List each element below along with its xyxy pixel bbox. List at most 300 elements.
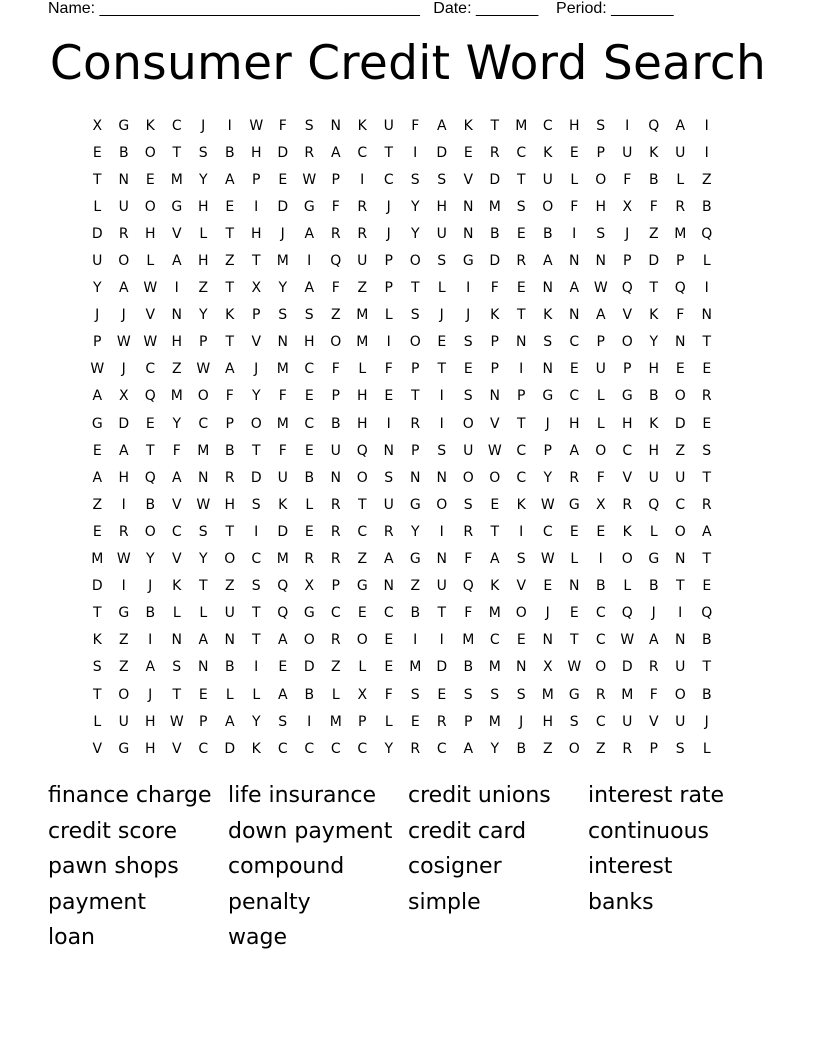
grid-letter: R — [357, 198, 368, 215]
grid-letter: A — [145, 659, 156, 676]
grid-letter: T — [251, 605, 261, 622]
grid-letter: J — [121, 361, 126, 378]
grid-letter: M — [515, 117, 528, 134]
word-bank-item: credit score — [48, 818, 178, 844]
grid-letter: O — [197, 388, 209, 405]
grid-letter: W — [302, 171, 317, 188]
grid-letter: I — [360, 171, 365, 188]
grid-letter: O — [144, 198, 156, 215]
grid-letter: Z — [357, 551, 368, 568]
word-bank-item: wage — [228, 925, 287, 950]
grid-letter: E — [437, 686, 447, 703]
grid-letter: I — [121, 578, 126, 595]
grid-letter: X — [118, 388, 129, 405]
grid-letter: M — [462, 632, 475, 649]
grid-letter: A — [118, 280, 129, 297]
grid-letter: Y — [410, 523, 420, 540]
grid-letter: P — [384, 280, 393, 297]
grid-letter: T — [516, 171, 526, 188]
grid-letter: B — [224, 144, 235, 161]
grid-letter: L — [384, 307, 393, 324]
grid-letter: P — [676, 253, 685, 270]
grid-letter: C — [595, 605, 606, 622]
word-bank-item: simple — [408, 889, 481, 915]
grid-letter: G — [409, 551, 421, 568]
grid-letter: F — [172, 442, 181, 459]
grid-letter: H — [144, 740, 156, 757]
grid-letter: G — [356, 578, 368, 595]
grid-letter: R — [595, 686, 606, 703]
grid-letter: E — [278, 659, 288, 676]
grid-letter: M — [674, 225, 687, 242]
grid-letter: H — [356, 415, 368, 432]
grid-letter: W — [196, 361, 211, 378]
grid-letter: E — [384, 388, 394, 405]
grid-row — [84, 193, 734, 220]
grid-row — [84, 627, 734, 654]
grid-letter: W — [620, 632, 635, 649]
grid-letter: P — [331, 171, 340, 188]
grid-letter: A — [330, 144, 341, 161]
grid-letter: I — [439, 388, 444, 405]
word-bank-item: down payment — [228, 818, 393, 844]
grid-letter: F — [676, 307, 685, 324]
grid-letter: Z — [171, 361, 182, 378]
grid-letter: W — [567, 659, 582, 676]
grid-letter: E — [384, 632, 394, 649]
grid-letter: T — [649, 280, 659, 297]
grid-letter: Z — [595, 740, 606, 757]
grid-letter: Z — [224, 578, 235, 595]
grid-letter: G — [118, 740, 130, 757]
grid-letter: H — [250, 225, 262, 242]
grid-letter: T — [225, 280, 235, 297]
grid-letter: H — [144, 713, 156, 730]
grid-letter: C — [595, 632, 606, 649]
grid-letter: I — [413, 632, 418, 649]
grid-letter: W — [143, 334, 158, 351]
grid-letter: P — [331, 388, 340, 405]
grid-letter: G — [303, 198, 315, 215]
word-bank-item: interest rate — [588, 783, 725, 808]
grid-letter: I — [704, 280, 709, 297]
grid-letter: D — [489, 171, 501, 188]
grid-letter: O — [621, 551, 633, 568]
grid-letter: E — [569, 144, 579, 161]
grid-letter: S — [384, 469, 394, 486]
grid-letter: S — [410, 171, 420, 188]
grid-letter: W — [196, 496, 211, 513]
grid-letter: P — [411, 361, 420, 378]
grid-letter: P — [623, 253, 632, 270]
grid-letter: S — [463, 334, 473, 351]
grid-letter: L — [93, 198, 102, 215]
grid-letter: P — [252, 307, 261, 324]
grid-letter: O — [568, 740, 580, 757]
grid-letter: I — [386, 334, 391, 351]
header-fields — [48, 0, 748, 20]
grid-letter: B — [595, 578, 606, 595]
grid-row — [84, 735, 734, 762]
grid-letter: R — [330, 632, 341, 649]
grid-letter: V — [171, 551, 182, 568]
grid-letter: U — [622, 713, 633, 730]
grid-letter: V — [92, 740, 103, 757]
grid-letter: B — [463, 659, 474, 676]
grid-row — [84, 681, 734, 708]
word-bank-item: banks — [588, 889, 654, 915]
grid-letter: E — [198, 686, 208, 703]
grid-letter: K — [649, 415, 659, 432]
grid-letter: C — [542, 523, 553, 540]
grid-row — [84, 654, 734, 681]
grid-letter: N — [330, 117, 341, 134]
grid-letter: E — [463, 361, 473, 378]
grid-row — [84, 220, 734, 247]
grid-letter: C — [516, 144, 527, 161]
grid-letter: S — [278, 713, 288, 730]
grid-letter: V — [648, 713, 659, 730]
grid-letter: C — [330, 605, 341, 622]
grid-letter: J — [519, 713, 524, 730]
grid-letter: U — [118, 713, 129, 730]
grid-row — [84, 600, 734, 627]
grid-letter: S — [92, 659, 102, 676]
grid-letter: M — [170, 388, 183, 405]
grid-letter: A — [701, 523, 712, 540]
grid-letter: L — [358, 361, 367, 378]
grid-letter: R — [330, 523, 341, 540]
grid-letter: P — [490, 334, 499, 351]
grid-letter: H — [568, 117, 580, 134]
grid-letter: T — [251, 253, 261, 270]
grid-letter: V — [489, 415, 500, 432]
grid-letter: K — [251, 740, 261, 757]
grid-letter: E — [516, 632, 526, 649]
grid-letter: H — [648, 361, 660, 378]
grid-letter: F — [331, 280, 340, 297]
grid-letter: E — [304, 523, 314, 540]
grid-letter: X — [251, 280, 262, 297]
grid-letter: U — [675, 713, 686, 730]
grid-letter: K — [649, 144, 659, 161]
grid-letter: F — [623, 171, 632, 188]
grid-letter: R — [118, 225, 129, 242]
grid-letter: D — [277, 523, 289, 540]
grid-letter: O — [595, 171, 607, 188]
grid-letter: F — [278, 388, 287, 405]
grid-letter: Q — [330, 253, 342, 270]
grid-letter: S — [410, 686, 420, 703]
grid-letter: B — [701, 198, 712, 215]
grid-row — [84, 275, 734, 302]
grid-letter: P — [331, 578, 340, 595]
grid-letter: C — [251, 551, 262, 568]
grid-letter: R — [622, 496, 633, 513]
grid-letter: X — [304, 578, 315, 595]
grid-letter: O — [118, 253, 130, 270]
grid-letter: S — [569, 713, 579, 730]
grid-letter: D — [436, 144, 448, 161]
grid-letter: S — [596, 117, 606, 134]
grid-letter: Z — [357, 280, 368, 297]
grid-letter: W — [540, 496, 555, 513]
grid-letter: Q — [462, 578, 474, 595]
grid-letter: L — [384, 713, 393, 730]
word-bank-item: continuous — [588, 818, 709, 844]
grid-letter: M — [276, 361, 289, 378]
grid-row — [84, 464, 734, 491]
grid-row — [84, 302, 734, 329]
grid-letter: B — [330, 415, 341, 432]
grid-letter: P — [252, 171, 261, 188]
grid-letter: M — [329, 713, 342, 730]
grid-letter: G — [568, 496, 580, 513]
grid-letter: M — [276, 551, 289, 568]
grid-letter: I — [307, 253, 312, 270]
grid-letter: D — [250, 469, 262, 486]
grid-letter: C — [145, 361, 156, 378]
grid-letter: R — [224, 469, 235, 486]
grid-letter: N — [595, 253, 606, 270]
grid-row — [84, 573, 734, 600]
grid-letter: O — [356, 632, 368, 649]
grid-letter: E — [543, 578, 553, 595]
grid-letter: P — [199, 334, 208, 351]
grid-letter: N — [516, 659, 527, 676]
grid-letter: N — [277, 334, 288, 351]
grid-letter: U — [357, 253, 368, 270]
grid-letter: T — [225, 523, 235, 540]
name-field-label: Name: ____________________________________ — [48, 0, 420, 17]
grid-letter: M — [356, 334, 369, 351]
grid-letter: C — [383, 605, 394, 622]
grid-letter: U — [436, 578, 447, 595]
grid-letter: F — [570, 198, 579, 215]
grid-letter: S — [675, 740, 685, 757]
grid-letter: S — [304, 117, 314, 134]
grid-letter: O — [409, 253, 421, 270]
grid-letter: D — [674, 415, 686, 432]
grid-letter: B — [224, 442, 235, 459]
grid-letter: N — [171, 632, 182, 649]
grid-letter: I — [254, 659, 259, 676]
grid-letter: K — [543, 307, 553, 324]
grid-letter: Z — [198, 280, 209, 297]
grid-letter: N — [171, 307, 182, 324]
grid-letter: J — [386, 198, 391, 215]
grid-letter: E — [145, 415, 155, 432]
grid-letter: H — [542, 713, 554, 730]
grid-letter: M — [488, 659, 501, 676]
grid-letter: P — [358, 713, 367, 730]
grid-letter: D — [91, 225, 103, 242]
grid-letter: T — [437, 361, 447, 378]
grid-letter: C — [516, 442, 527, 459]
grid-letter: T — [410, 388, 420, 405]
grid-letter: G — [542, 388, 554, 405]
grid-letter: R — [304, 144, 315, 161]
grid-letter: W — [169, 713, 184, 730]
grid-letter: E — [569, 361, 579, 378]
grid-letter: W — [116, 551, 131, 568]
grid-letter: P — [464, 713, 473, 730]
grid-letter: L — [570, 551, 579, 568]
grid-letter: K — [490, 578, 500, 595]
grid-letter: U — [675, 144, 686, 161]
grid-letter: H — [197, 253, 209, 270]
grid-letter: E — [569, 605, 579, 622]
grid-letter: O — [674, 686, 686, 703]
grid-letter: B — [304, 469, 315, 486]
grid-letter: Y — [172, 415, 182, 432]
grid-letter: G — [91, 415, 103, 432]
grid-letter: H — [224, 496, 236, 513]
grid-letter: C — [198, 740, 209, 757]
grid-letter: I — [227, 117, 232, 134]
grid-letter: N — [410, 469, 421, 486]
period-field-label: Period: _______ — [556, 0, 674, 17]
grid-letter: T — [702, 469, 712, 486]
grid-letter: B — [145, 605, 156, 622]
grid-letter: S — [437, 171, 447, 188]
grid-letter: H — [144, 225, 156, 242]
grid-letter: H — [595, 198, 607, 215]
grid-letter: L — [305, 496, 314, 513]
word-bank-item: pawn shops — [48, 854, 179, 879]
grid-letter: I — [254, 198, 259, 215]
grid-letter: O — [118, 686, 130, 703]
grid-letter: O — [250, 415, 262, 432]
grid-letter: W — [143, 280, 158, 297]
grid-letter: R — [701, 496, 712, 513]
grid-letter: D — [648, 253, 660, 270]
grid-letter: V — [622, 469, 633, 486]
grid-letter: C — [171, 523, 182, 540]
grid-letter: A — [595, 307, 606, 324]
grid-letter: F — [649, 686, 658, 703]
grid-letter: U — [436, 225, 447, 242]
grid-letter: R — [436, 713, 447, 730]
grid-letter: B — [410, 605, 421, 622]
grid-letter: T — [251, 632, 261, 649]
grid-letter: V — [171, 496, 182, 513]
grid-letter: P — [199, 713, 208, 730]
grid-letter: V — [622, 307, 633, 324]
grid-letter: H — [648, 442, 660, 459]
grid-letter: S — [172, 659, 182, 676]
grid-letter: B — [542, 225, 553, 242]
grid-letter: Y — [649, 334, 659, 351]
grid-letter: C — [542, 117, 553, 134]
grid-letter: S — [304, 307, 314, 324]
grid-letter: C — [357, 740, 368, 757]
grid-letter: S — [198, 144, 208, 161]
grid-letter: K — [172, 578, 182, 595]
grid-letter: O — [542, 198, 554, 215]
grid-letter: J — [280, 225, 285, 242]
grid-letter: R — [357, 225, 368, 242]
word-bank-item: credit card — [408, 818, 527, 844]
grid-letter: C — [304, 361, 315, 378]
grid-letter: X — [542, 659, 553, 676]
grid-letter: A — [171, 469, 182, 486]
grid-letter: U — [92, 253, 103, 270]
grid-letter: P — [517, 388, 526, 405]
grid-letter: U — [383, 117, 394, 134]
grid-letter: A — [224, 713, 235, 730]
grid-letter: A — [569, 442, 580, 459]
grid-letter: C — [516, 469, 527, 486]
grid-letter: W — [116, 334, 131, 351]
grid-letter: D — [91, 578, 103, 595]
grid-letter: J — [254, 361, 259, 378]
grid-letter: K — [225, 307, 235, 324]
grid-letter: O — [356, 469, 368, 486]
grid-letter: Q — [701, 605, 713, 622]
grid-letter: F — [331, 361, 340, 378]
grid-letter: I — [439, 415, 444, 432]
grid-letter: W — [487, 442, 502, 459]
grid-letter: O — [462, 415, 474, 432]
grid-letter: E — [92, 523, 102, 540]
word-bank-item: credit unions — [408, 783, 551, 808]
grid-letter: G — [409, 496, 421, 513]
grid-letter: Z — [542, 740, 553, 757]
page-title: Consumer Credit Word Search — [49, 36, 767, 91]
grid-letter: T — [92, 686, 102, 703]
grid-letter: M — [276, 253, 289, 270]
grid-letter: C — [383, 171, 394, 188]
grid-letter: U — [675, 659, 686, 676]
grid-letter: N — [463, 225, 474, 242]
grid-letter: G — [462, 253, 474, 270]
grid-letter: O — [330, 334, 342, 351]
grid-letter: E — [702, 415, 712, 432]
grid-letter: T — [357, 496, 367, 513]
grid-letter: Q — [277, 605, 289, 622]
grid-letter: C — [277, 740, 288, 757]
grid-letter: B — [489, 225, 500, 242]
grid-letter: A — [118, 442, 129, 459]
grid-letter: H — [436, 198, 448, 215]
grid-letter: C — [357, 523, 368, 540]
grid-letter: Y — [490, 740, 500, 757]
grid-letter: C — [171, 117, 182, 134]
grid-letter: G — [118, 605, 130, 622]
grid-letter: N — [569, 307, 580, 324]
grid-letter: C — [304, 415, 315, 432]
grid-letter: Q — [144, 388, 156, 405]
grid-letter: E — [304, 388, 314, 405]
grid-letter: E — [145, 171, 155, 188]
grid-letter: O — [409, 334, 421, 351]
grid-letter: Q — [648, 117, 660, 134]
grid-letter: A — [277, 686, 288, 703]
grid-row — [84, 546, 734, 573]
grid-letter: L — [93, 713, 102, 730]
grid-letter: A — [648, 632, 659, 649]
grid-letter: T — [92, 605, 102, 622]
grid-letter: D — [621, 659, 633, 676]
grid-letter: O — [144, 144, 156, 161]
grid-letter: O — [515, 605, 527, 622]
grid-letter: N — [569, 578, 580, 595]
grid-row — [84, 166, 734, 193]
grid-letter: P — [623, 361, 632, 378]
grid-letter: Y — [251, 388, 261, 405]
grid-row — [84, 247, 734, 274]
